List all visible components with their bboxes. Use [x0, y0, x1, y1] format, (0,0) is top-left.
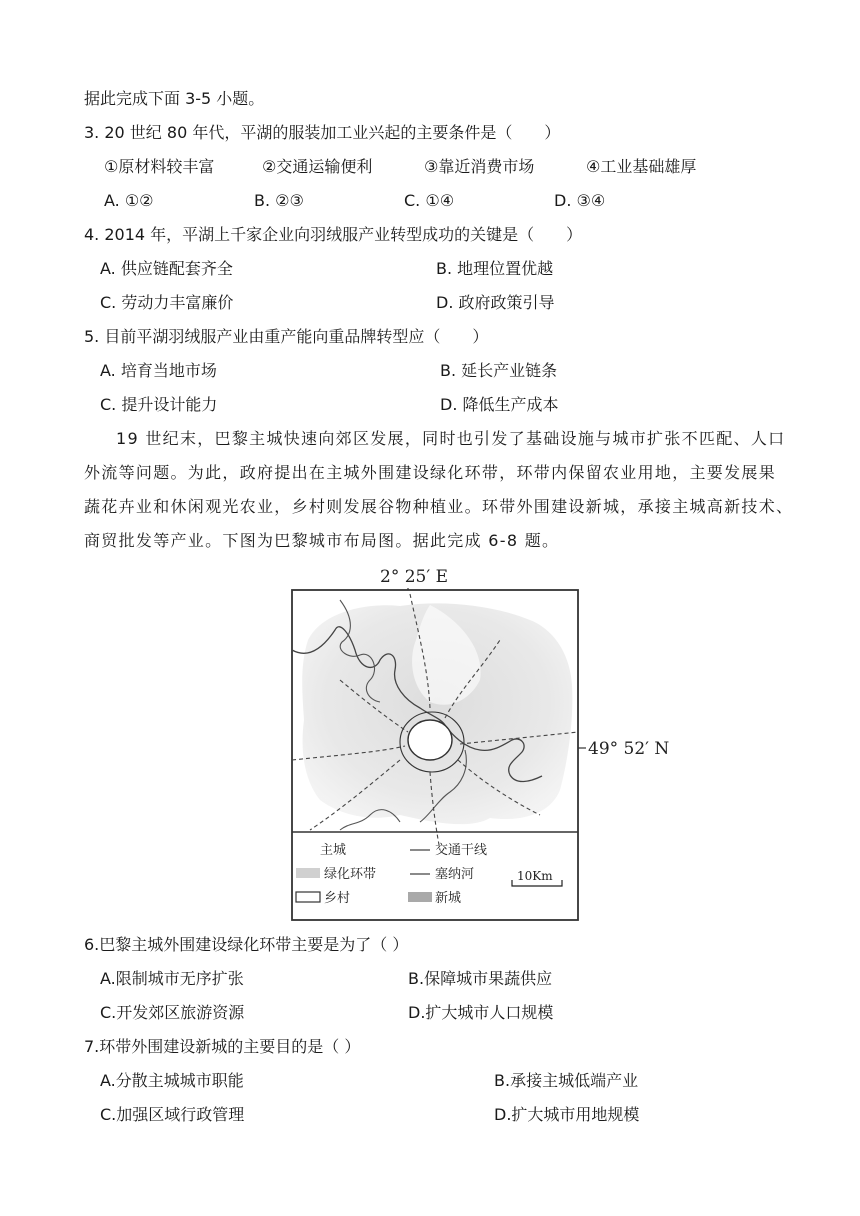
legend-main-city: 主城 [320, 843, 347, 858]
q3-item-3: ③靠近消费市场 [424, 157, 535, 176]
question-6-stem: 6.巴黎主城外围建设绿化环带主要是为了（ ） [84, 935, 409, 954]
passage-line-1: 19 世纪末，巴黎主城快速向郊区发展，同时也引发了基础设施与城市扩张不匹配、人口 [116, 429, 786, 448]
latitude-label: 49° 52′ N [588, 739, 670, 759]
passage-line-4: 商贸批发等产业。下图为巴黎城市布局图。据此完成 6-8 题。 [84, 531, 560, 550]
main-city-inner [408, 720, 452, 760]
passage-line-3: 蔬花卉业和休闲观光农业，乡村则发展谷物种植业。环带外围建设新城，承接主城高新技术、 [84, 497, 794, 516]
legend-transport: 交通干线 [435, 843, 488, 858]
legend-village-swatch [296, 892, 320, 902]
q4-option-b[interactable]: B. 地理位置优越 [436, 259, 554, 278]
question-3-stem: 3. 20 世纪 80 年代，平湖的服装加工业兴起的主要条件是（ ） [84, 123, 561, 142]
scale-label: 10Km [517, 869, 553, 883]
q5-option-a[interactable]: A. 培育当地市场 [100, 361, 217, 380]
q6-option-d[interactable]: D.扩大城市人口规模 [408, 1003, 554, 1022]
legend-green-belt-swatch [296, 868, 320, 878]
q3-item-2: ②交通运输便利 [262, 157, 373, 176]
q5-option-c[interactable]: C. 提升设计能力 [100, 395, 218, 414]
q6-option-b[interactable]: B.保障城市果蔬供应 [408, 969, 553, 988]
question-4-stem: 4. 2014 年，平湖上千家企业向羽绒服产业转型成功的关键是（ ） [84, 225, 583, 244]
q3-option-c[interactable]: C. ①④ [404, 191, 455, 210]
q3-option-b[interactable]: B. ②③ [254, 191, 304, 210]
passage-line-2: 外流等问题。为此，政府提出在主城外围建设绿化环带，环带内保留农业用地，主要发展果 [84, 463, 777, 482]
intro-line: 据此完成下面 3-5 小题。 [84, 89, 265, 108]
q3-option-d[interactable]: D. ③④ [554, 191, 606, 210]
q3-option-a[interactable]: A. ①② [104, 191, 154, 210]
q4-option-d[interactable]: D. 政府政策引导 [436, 293, 555, 312]
q7-option-c[interactable]: C.加强区域行政管理 [100, 1105, 245, 1124]
legend-village: 乡村 [324, 891, 351, 906]
legend-seine: 塞纳河 [435, 867, 475, 882]
paris-city-layout-map [280, 560, 680, 928]
question-7-stem: 7.环带外围建设新城的主要目的是（ ） [84, 1037, 361, 1056]
q4-option-c[interactable]: C. 劳动力丰富廉价 [100, 293, 234, 312]
q4-option-a[interactable]: A. 供应链配套齐全 [100, 259, 233, 278]
question-5-stem: 5. 目前平湖羽绒服产业由重产能向重品牌转型应（ ） [84, 327, 489, 346]
legend-green-belt: 绿化环带 [324, 867, 377, 882]
q6-option-c[interactable]: C.开发郊区旅游资源 [100, 1003, 245, 1022]
q7-option-d[interactable]: D.扩大城市用地规模 [494, 1105, 640, 1124]
legend-new-town-swatch [408, 892, 432, 902]
legend-new-town: 新城 [435, 891, 462, 906]
q7-option-a[interactable]: A.分散主城城市职能 [100, 1071, 244, 1090]
q5-option-b[interactable]: B. 延长产业链条 [440, 361, 558, 380]
q3-item-4: ④工业基础雄厚 [586, 157, 697, 176]
q5-option-d[interactable]: D. 降低生产成本 [440, 395, 559, 414]
q7-option-b[interactable]: B.承接主城低端产业 [494, 1071, 639, 1090]
longitude-label: 2° 25′ E [380, 567, 449, 587]
q6-option-a[interactable]: A.限制城市无序扩张 [100, 969, 244, 988]
q3-item-1: ①原材料较丰富 [104, 157, 215, 176]
